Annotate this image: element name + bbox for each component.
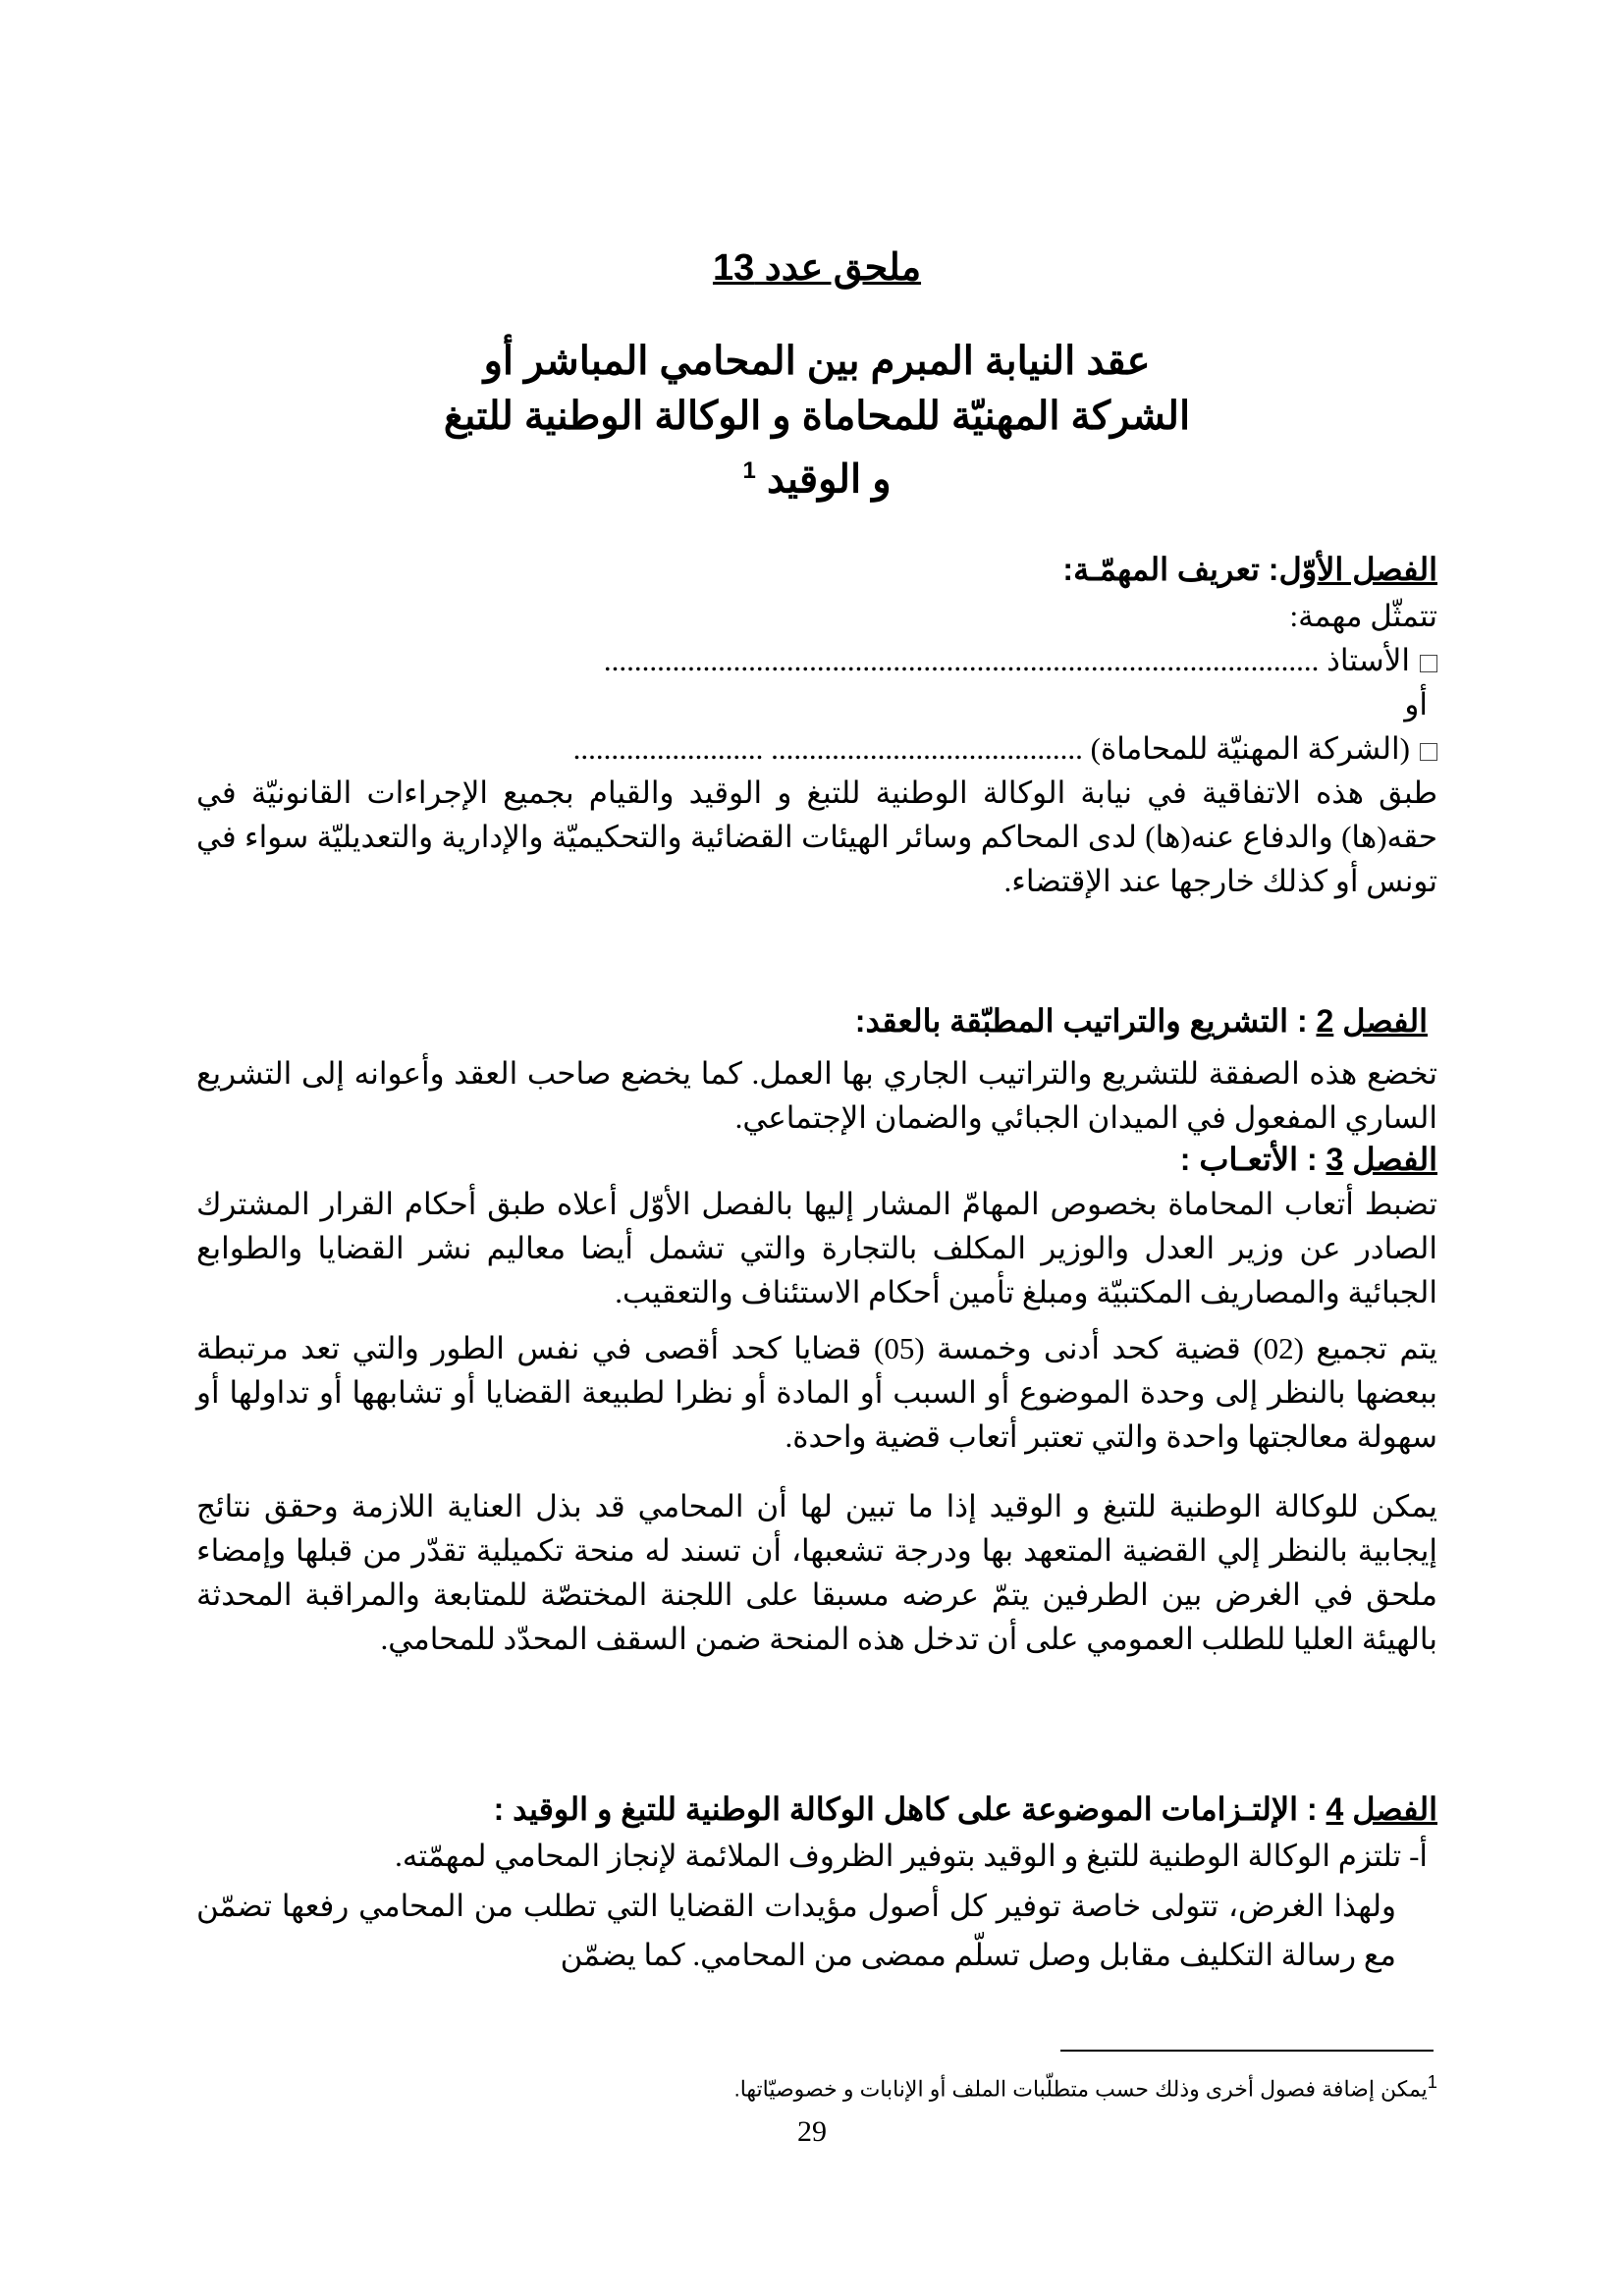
section-3-heading-label: الفصل — [1352, 1142, 1437, 1177]
footnote-marker: 1 — [1427, 2071, 1437, 2092]
option-company-blank: ......................................... ......................... — [572, 731, 1083, 766]
section-3-heading-number: 3 — [1326, 1142, 1344, 1177]
contract-title-line3 — [196, 444, 1437, 507]
footnote-separator — [0, 2050, 1624, 2052]
option-lawyer-blank: .............................................................................................. — [603, 643, 1320, 677]
section-3-heading-rest: : الأتعـاب : — [1179, 1142, 1318, 1177]
section-3-paragraph-1: تضبط أتعاب المحاماة بخصوص المهامّ المشار إليها بالفصل الأوّل أعلاه طبق أحكام القرار المشترك الصادر عن وزير العدل والوزير المكلف بالتجارة والتي تشمل أيضا معاليم نشر القضايا والطوابع الجبائية والمصاريف المكتبيّة ومبلغ تأمين أحكام الاستئناف والتعقيب. — [196, 1187, 1437, 1309]
footnote — [196, 2071, 1437, 2102]
annex-title: ملحق عدد 13 — [712, 247, 922, 289]
item-a-continuation: ولهذا الغرض، تتولى خاصة توفير كل أصول مؤيدات القضايا التي تطلب من المحامي رفعها تضمّن مع رسالة التكليف مقابل وصل تسلّم ممضى من المحامي. كما يضمّن — [196, 1889, 1396, 1972]
page-number: 29 — [797, 2115, 827, 2148]
section-2-heading — [196, 996, 1437, 1045]
section-2-heading-number: 2 — [1316, 1003, 1334, 1039]
checkbox-icon[interactable] — [1420, 655, 1437, 672]
section-3-heading — [196, 1137, 1437, 1182]
or-text: أو — [1404, 687, 1428, 721]
section-1-heading-rest: : تعريف المهمّـة: — [1062, 552, 1279, 587]
section-3-paragraph-3: يمكن للوكالة الوطنية للتبغ و الوقيد إذا ما تبين لها أن المحامي قد بذل العناية اللازمة وحقق نتائج إيجابية بالنظر إلي القضية المتعهد بها ودرجة تشعبها، أن تسند له منحة تكميلية تقدّر من قبلها وإمضاء ملحق في الغرض بين الطرفين يتمّ عرضه مسبقا على اللجنة المختصّة للمتابعة والمراقبة المحدثة بالهيئة العليا للطلب العمومي على أن تدخل هذه المنحة ضمن السقف المحدّد للمحامي. — [196, 1489, 1437, 1656]
section-4-heading-number: 4 — [1326, 1791, 1344, 1827]
section-1-body: طبق هذه الاتفاقية في نيابة الوكالة الوطنية للتبغ و الوقيد والقيام بجميع الإجراءات القانونيّة في حقه(ها) والدفاع عنه(ها) لدى المحاكم وسائر الهيئات القضائية والتحكيميّة والإدارية والتعديليّة سواء في تونس أو كذلك خارجها عند الإقتضاء. — [196, 775, 1437, 898]
section-3-paragraph-2: يتم تجميع (02) قضية كحد أدنى وخمسة (05) قضايا كحد أقصى في نفس الطور والتي تعد مرتبطة ببعضها بالنظر إلى وحدة الموضوع أو السبب أو المادة أو نظرا لطبيعة القضايا أو تشابهها أو تداولها أو سهولة معالجتها واحدة والتي تعتبر أتعاب قضية واحدة. — [196, 1331, 1437, 1454]
option-lawyer — [196, 638, 1437, 682]
section-4 — [196, 1785, 1437, 1980]
section-3 — [196, 1137, 1437, 1661]
section-4-heading-rest: : الإلتـزامات الموضوعة على كاهل الوكالة الوطنية للتبغ و الوقيد : — [493, 1791, 1318, 1827]
section-1 — [196, 545, 1437, 903]
section-2 — [196, 996, 1437, 1140]
contract-title — [196, 334, 1437, 507]
section-1-heading — [196, 545, 1437, 594]
section-4-heading-label: الفصل — [1352, 1791, 1437, 1827]
option-company — [196, 726, 1437, 771]
option-lawyer-label: الأستاذ — [1326, 643, 1410, 677]
item-a-marker: أ- — [1409, 1839, 1428, 1873]
option-company-label: (الشركة المهنيّة للمحاماة) — [1090, 731, 1410, 766]
footnote-text: يمكن إضافة فصول أخرى وذلك حسب متطلّبات الملف أو الإنابات و خصوصيّاتها. — [733, 2076, 1428, 2102]
checkbox-icon[interactable] — [1420, 743, 1437, 761]
section-1-intro: تتمثّل مهمة: — [1289, 599, 1437, 633]
item-a-line1: تلتزم الوكالة الوطنية للتبغ و الوقيد بتوفير الظروف الملائمة لإنجاز المحامي لمهمّته. — [395, 1839, 1402, 1873]
section-2-body: تخضع هذه الصفقة للتشريع والتراتيب الجاري بها العمل. كما يخضع صاحب العقد وأعوانه إلى التشريع الساري المفعول في الميدان الجبائي والضمان الإجتماعي. — [196, 1056, 1437, 1135]
contract-title-line2: الشركة المهنيّة للمحاماة و الوكالة الوطنية للتبغ — [443, 395, 1191, 438]
contract-title-line1: عقد النيابة المبرم بين المحامي المباشر أو — [483, 340, 1151, 383]
footnote-rule — [1060, 2050, 1434, 2052]
section-2-heading-label: الفصل — [1342, 1003, 1428, 1039]
section-1-heading-label: الفصل الأوّل — [1278, 552, 1437, 587]
contract-title-line3-text: و الوقيد — [766, 457, 892, 502]
footnote-reference: 1 — [742, 457, 756, 484]
section-4-heading — [196, 1785, 1437, 1834]
section-2-heading-rest: : التشريع والتراتيب المطبّقة بالعقد: — [854, 1003, 1308, 1039]
item-a-first-line — [196, 1834, 1437, 1878]
